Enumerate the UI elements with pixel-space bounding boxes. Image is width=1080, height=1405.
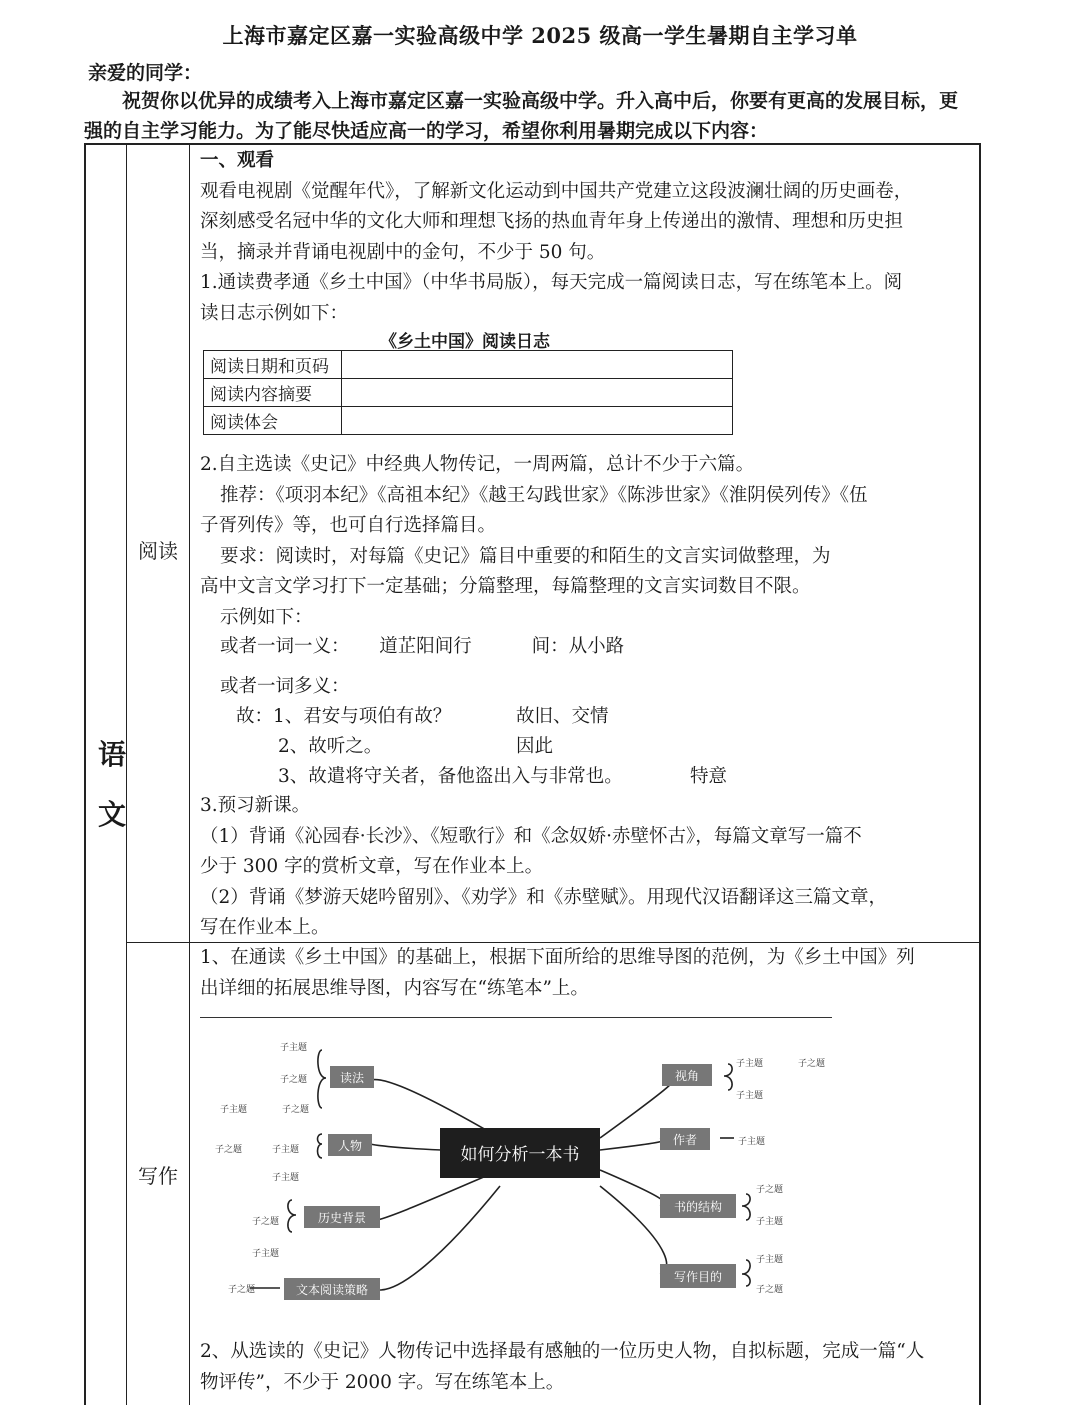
reading-log-table (203, 350, 733, 435)
mindmap-subtopic: 子主题 (756, 1217, 784, 1227)
log-row (204, 407, 733, 435)
writing-1-line-1: 1、在通读《乡土中国》的基础上，根据下面所给的思维导图的范例，为《乡土中国》列 (200, 947, 915, 968)
mindmap-left-branch: 历史背景 (317, 1211, 367, 1225)
mindmap-right-branch: 书的结构 (673, 1200, 723, 1214)
watch-line-1: 观看电视剧《觉醒年代》，了解新文化运动到中国共产党建立这段波澜壮阔的历史画卷， (200, 180, 913, 202)
item1-line-1: 1.通读费孝通《乡土中国》（中华书局版），每天完成一篇阅读日志，写在练笔本上。阅 (200, 272, 903, 293)
ex2-label: 或者一词多义： (220, 676, 350, 697)
ex2-row-2 (200, 732, 727, 762)
item2-line-2: 推荐：《项羽本纪》《高祖本纪》《越王勾践世家》《陈涉世家》《淮阴侯列传》《伍 (220, 484, 868, 506)
writing-2-line-2: 物评传”，不少于 2000 字。写在练笔本上。 (200, 1371, 565, 1393)
log-value (342, 379, 733, 407)
log-row (204, 379, 733, 407)
ex2-r2-sentence: 2、故听之。 (278, 736, 383, 757)
writing-2-line-1: 2、从选读的《史记》人物传记中选择最有感触的一位历史人物，自拟标题，完成一篇“人 (200, 1341, 925, 1362)
category-reading: 阅读 (138, 539, 178, 563)
reading-examples-2 (200, 672, 727, 792)
mindmap-subtopic: 子主题 (252, 1249, 280, 1259)
item3-line-1: 3.预习新课。 (200, 795, 311, 816)
ex2-r2-meaning: 因此 (516, 736, 554, 757)
reading-examples (200, 632, 624, 662)
category-writing: 写作 (138, 1164, 178, 1188)
mindmap-left-branch: 读法 (339, 1071, 365, 1085)
log-label: 阅读日期和页码 (204, 351, 342, 379)
mindmap-subtopic: 子主题 (272, 1173, 300, 1183)
item2-line-1: 2.自主选读《史记》中经典人物传记，一周两篇，总计不少于六篇。 (200, 454, 755, 475)
mindmap-subtopic: 子之题 (798, 1059, 826, 1069)
writing-section-2 (200, 1337, 924, 1398)
ex2-row-3 (200, 762, 727, 792)
mindmap-subtopic: 子之题 (282, 1105, 310, 1115)
ex1-meaning: 间：从小路 (531, 636, 625, 657)
log-label: 阅读内容摘要 (204, 379, 342, 407)
mindmap-subtopic: 子主题 (272, 1145, 300, 1155)
column-divider-2 (189, 145, 190, 1405)
mindmap-subtopic: 子主题 (280, 1043, 308, 1053)
mindmap-subtopic: 子主题 (738, 1137, 766, 1147)
watch-line-3: 当，摘录并背诵电视剧中的金句，不少于 50 句。 (200, 241, 606, 263)
log-value (342, 407, 733, 435)
mindmap-subtopic: 子主题 (736, 1091, 764, 1101)
item2-line-5: 高中文言文学习打下一定基础；分篇整理，每篇整理的文言实词数目不限。 (200, 576, 811, 597)
intro-line-2: 强的自主学习能力。为了能尽快适应高一的学习，希望你利用暑期完成以下内容： (84, 120, 769, 142)
ex2-r1-meaning: 故旧、交情 (516, 706, 609, 727)
log-value (342, 351, 733, 379)
mindmap-subtopic: 子之题 (756, 1185, 784, 1195)
ex2-r1-sentence: 故：1、君安与项伯有故？ (236, 706, 452, 727)
mindmap-center: 如何分析一本书 (460, 1145, 580, 1165)
ex2-row-1 (200, 702, 727, 732)
log-title: 《乡土中国》阅读日志 (380, 332, 550, 352)
subject-char-1: 语 (98, 738, 127, 771)
reading-section-shiji (200, 450, 868, 633)
ex1-phrase: 道芷阳间行 (379, 636, 472, 657)
mindmap-subtopic: 子之题 (280, 1075, 308, 1085)
mindmap-subtopic: 子之题 (228, 1285, 256, 1295)
item3-line-5: 写在作业本上。 (200, 917, 330, 938)
reading-section-top (200, 146, 912, 329)
writing-section-1 (200, 943, 915, 1004)
item2-line-3: 子胥列传》等，也可自行选择篇目。 (200, 515, 497, 536)
item2-line-4: 要求：阅读时，对每篇《史记》篇目中重要的和陌生的文言实词做整理，为 (220, 545, 831, 567)
ex1-label: 或者一词一义： (220, 636, 350, 657)
mindmap-left-branch: 文本阅读策略 (295, 1283, 369, 1297)
item2-line-6: 示例如下： (220, 606, 313, 628)
mind-map (200, 1020, 850, 1320)
watch-heading: 一、观看 (200, 150, 275, 171)
item3-line-4: （2）背诵《梦游天姥吟留别》、《劝学》和《赤壁赋》。用现代汉语翻译这三篇文章， (200, 886, 888, 908)
ex2-r3-meaning: 特意 (690, 766, 728, 787)
subject-char-2: 文 (98, 798, 127, 831)
reading-section-preview (200, 791, 887, 944)
intro-paragraph (84, 86, 994, 146)
item3-line-3: 少于 300 字的赏析文章，写在作业本上。 (200, 856, 544, 877)
mindmap-left-branch: 人物 (337, 1139, 363, 1153)
column-divider-1 (126, 145, 127, 1405)
mindmap-subtopic: 子主题 (220, 1105, 248, 1115)
mindmap-subtopic: 子主题 (756, 1255, 784, 1265)
mindmap-subtopic: 子之题 (756, 1285, 784, 1295)
page-title: 上海市嘉定区嘉一实验高级中学 2025 级高一学生暑期自主学习单 (222, 23, 858, 48)
log-row (204, 351, 733, 379)
item1-line-2: 读日志示例如下： (200, 302, 349, 324)
mindmap-subtopic: 子主题 (736, 1059, 764, 1069)
mindmap-right-branch: 作者 (672, 1133, 698, 1147)
mindmap-right-branch: 视角 (674, 1069, 700, 1083)
log-label: 阅读体会 (204, 407, 342, 435)
intro-line-1: 祝贺你以优异的成绩考入上海市嘉定区嘉一实验高级中学。升入高中后，你要有更高的发展目标，更 (122, 90, 959, 112)
divider-line (200, 1017, 832, 1018)
salutation: 亲爱的同学： (88, 62, 203, 84)
writing-1-line-2: 出详细的拓展思维导图，内容写在“练笔本”上。 (200, 977, 589, 999)
item3-line-2: （1）背诵《沁园春·长沙》、《短歌行》和《念奴娇·赤壁怀古》，每篇文章写一篇不 (200, 825, 862, 847)
watch-line-2: 深刻感受名冠中华的文化大师和理想飞扬的热血青年身上传递出的激情、理想和历史担 (200, 211, 904, 232)
example-1 (200, 632, 624, 662)
mindmap-right-branch: 写作目的 (673, 1270, 723, 1284)
ex2-r3-sentence: 3、故遣将守关者，备他盗出入与非常也。 (278, 766, 623, 787)
subject-label (98, 725, 126, 845)
mindmap-subtopic: 子之题 (215, 1145, 243, 1155)
mindmap-subtopic: 子之题 (252, 1217, 280, 1227)
